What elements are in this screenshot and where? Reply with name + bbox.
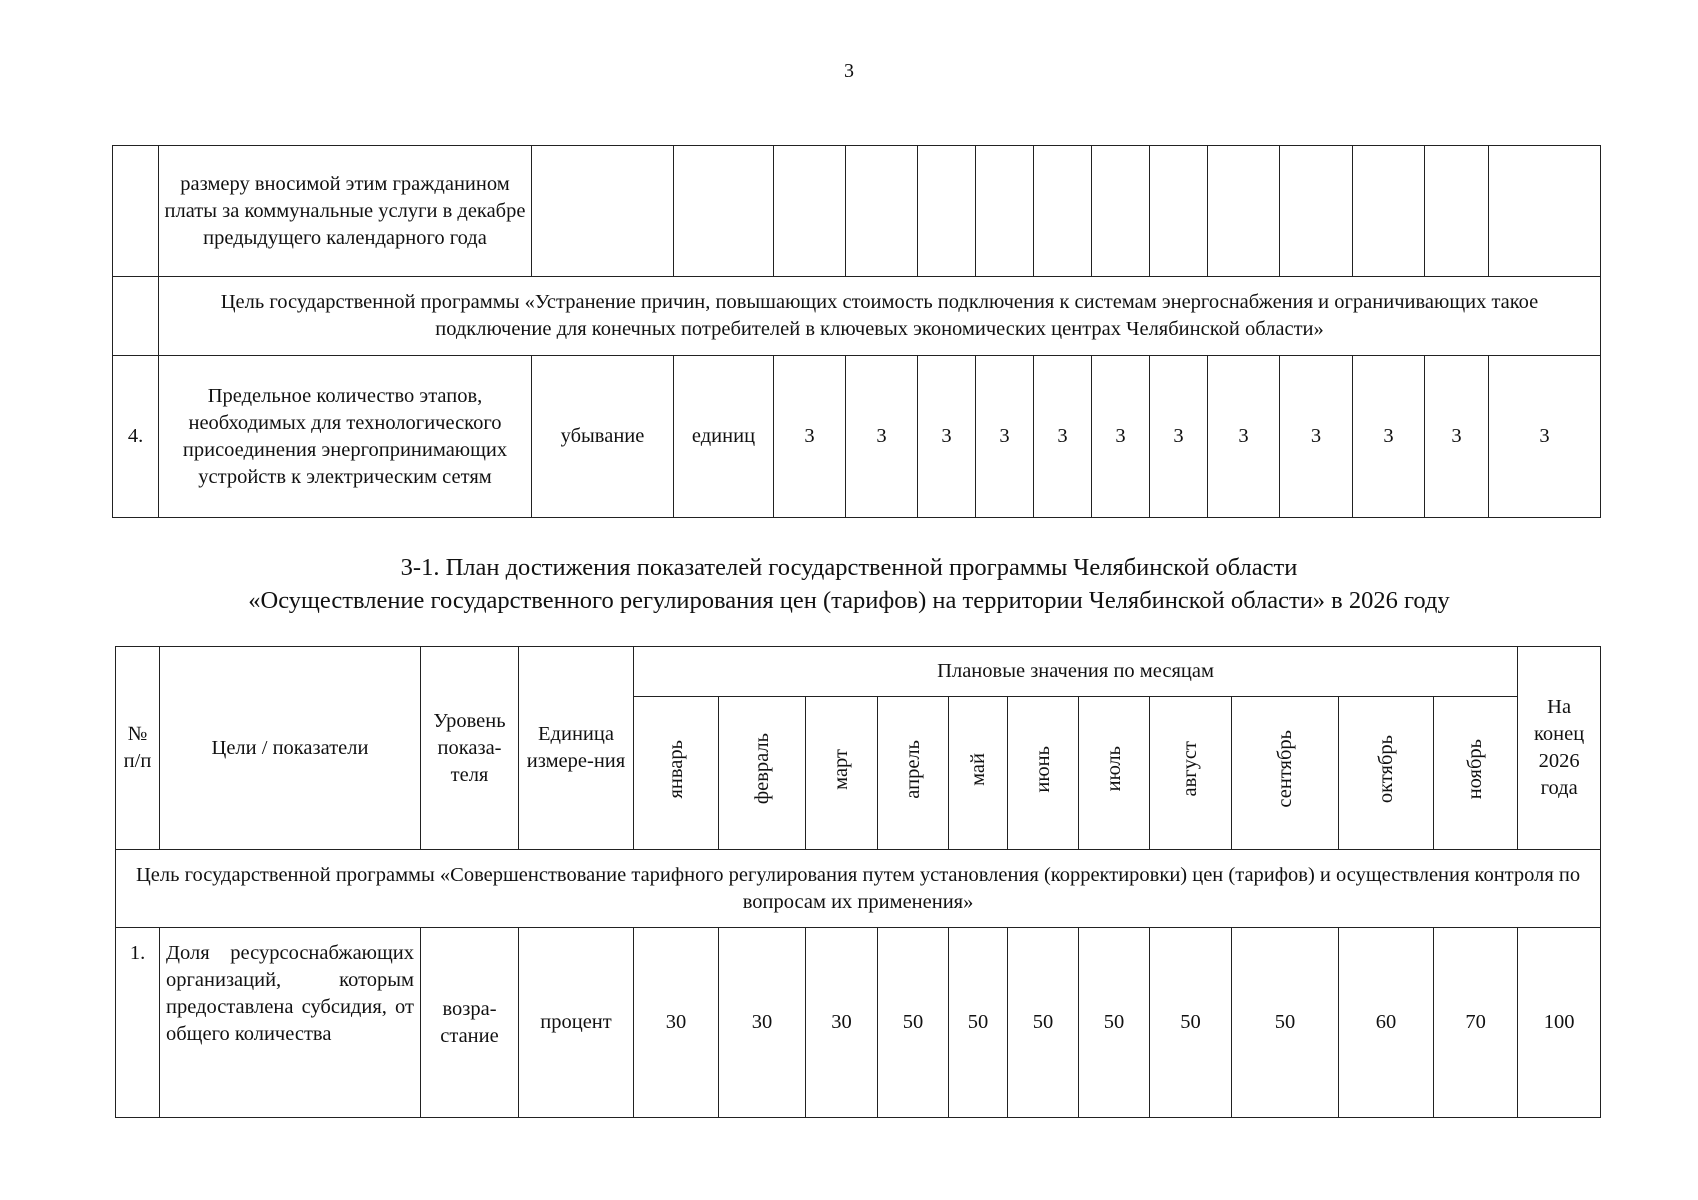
column-header-planned: Плановые значения по месяцам — [634, 647, 1518, 697]
value-cell: 3 — [1353, 356, 1425, 518]
value-cell: 3 — [774, 356, 846, 518]
table-row — [116, 928, 1601, 1118]
value-cell: 50 — [878, 928, 949, 1118]
month-header: июнь — [1008, 697, 1079, 850]
value-cell: 3 — [846, 356, 918, 518]
value-cell: 3 — [918, 356, 976, 518]
section-title-line-2: «Осуществление государственного регулирования цен (тарифов) на территории Челябинской области» в 2026 году — [248, 587, 1450, 614]
value-cell: 3 — [1208, 356, 1280, 518]
value-cell: 30 — [806, 928, 878, 1118]
column-header-unit: Единица измере-ния — [519, 647, 634, 850]
row-number-cell: 4. — [113, 356, 159, 518]
month-header: апрель — [878, 697, 949, 850]
month-header: февраль — [719, 697, 806, 850]
column-header-num: № п/п — [116, 647, 160, 850]
month-header: май — [949, 697, 1008, 850]
column-header-level: Уровень показа-теля — [421, 647, 519, 850]
indicators-table-continued — [112, 145, 1601, 518]
table-row — [113, 146, 1601, 277]
value-cell: 3 — [976, 356, 1034, 518]
value-cell: 3 — [1034, 356, 1092, 518]
page-number: 3 — [844, 60, 854, 82]
value-cell: 3 — [1489, 356, 1601, 518]
unit-cell: единиц — [674, 356, 774, 518]
goal-cell: Цель государственной программы «Устранение причин, повышающих стоимость подключения к системам энергоснабжения и ограничивающих такое подключение для конечных потребителей в ключевых экономических центрах Челябинской области» — [159, 277, 1601, 356]
value-cell: 3 — [1150, 356, 1208, 518]
table-row — [113, 277, 1601, 356]
month-header: октябрь — [1339, 697, 1434, 850]
level-cell: убывание — [532, 356, 674, 518]
value-cell: 30 — [634, 928, 719, 1118]
column-header-goals: Цели / показатели — [160, 647, 421, 850]
value-cell: 50 — [1232, 928, 1339, 1118]
value-cell: 50 — [1079, 928, 1150, 1118]
table-row — [113, 356, 1601, 518]
month-header: сентябрь — [1232, 697, 1339, 850]
value-cell: 50 — [1008, 928, 1079, 1118]
indicator-cell: размеру вносимой этим гражданином платы за коммунальные услуги в декабре предыдущего календарного года — [159, 146, 532, 277]
indicator-cell: Предельное количество этапов, необходимых для технологического присоединения энергопринимающих устройств к электрическим сетям — [159, 356, 532, 518]
value-cell: 3 — [1092, 356, 1150, 518]
table-row — [116, 850, 1601, 928]
section-title — [0, 551, 1698, 617]
indicator-cell: Доля ресурсоснабжающих организаций, которым предоставлена субсидия, от общего количества — [160, 928, 421, 1118]
row-number-cell — [113, 146, 159, 277]
section-title-line-1: 3-1. План достижения показателей государственной программы Челябинской области — [400, 554, 1298, 581]
level-cell: возра-стание — [421, 928, 519, 1118]
column-header-end: На конец 2026 года — [1518, 647, 1601, 850]
month-header: март — [806, 697, 878, 850]
header-row — [116, 647, 1601, 697]
value-cell: 3 — [1425, 356, 1489, 518]
plan-table — [115, 646, 1601, 1118]
month-header: ноябрь — [1434, 697, 1518, 850]
month-header: июль — [1079, 697, 1150, 850]
value-cell: 50 — [1150, 928, 1232, 1118]
month-header: август — [1150, 697, 1232, 850]
unit-cell: процент — [519, 928, 634, 1118]
value-cell: 30 — [719, 928, 806, 1118]
value-cell: 70 — [1434, 928, 1518, 1118]
value-cell: 3 — [1280, 356, 1353, 518]
value-cell: 50 — [949, 928, 1008, 1118]
value-cell: 60 — [1339, 928, 1434, 1118]
month-header: январь — [634, 697, 719, 850]
row-number-cell: 1. — [116, 928, 160, 1118]
end-value-cell: 100 — [1518, 928, 1601, 1118]
goal-cell: Цель государственной программы «Совершенствование тарифного регулирования путем установления (корректировки) цен (тарифов) и осуществления контроля по вопросам их применения» — [116, 850, 1601, 928]
